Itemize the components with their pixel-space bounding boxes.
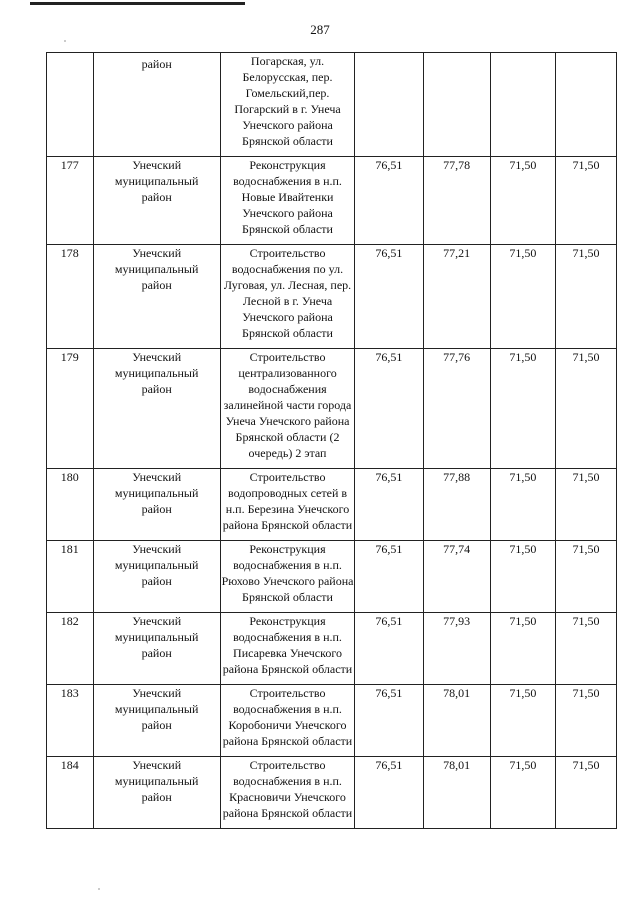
municipality-line: муниципальный bbox=[114, 366, 199, 380]
value-cell: 71,50 bbox=[555, 469, 616, 541]
object-line: Реконструкция bbox=[249, 158, 326, 172]
municipality-line: муниципальный bbox=[114, 486, 199, 500]
object-line: водоснабжения в н.п. bbox=[233, 702, 342, 716]
table-row bbox=[47, 245, 617, 349]
row-number-cell: 177 bbox=[47, 157, 94, 245]
municipality-line: район bbox=[141, 278, 172, 292]
value-cell: 76,51 bbox=[355, 685, 423, 757]
object-line: водоснабжения по ул. bbox=[231, 262, 344, 276]
municipality-cell bbox=[93, 349, 220, 469]
value-cell: 76,51 bbox=[355, 349, 423, 469]
municipality-line: район bbox=[141, 502, 172, 516]
municipality-line: Унечский bbox=[132, 246, 182, 260]
object-line: водоснабжения bbox=[248, 382, 327, 396]
object-line: Погарский в г. Унеча bbox=[234, 102, 341, 116]
value-cell: 71,50 bbox=[555, 541, 616, 613]
object-line: Писаревка Унечского bbox=[233, 646, 342, 660]
value-cell: 76,51 bbox=[355, 541, 423, 613]
object-cell bbox=[220, 685, 354, 757]
row-number-cell: 179 bbox=[47, 349, 94, 469]
object-line: Брянской области bbox=[242, 222, 333, 236]
object-line: Погарская, ул. bbox=[250, 54, 325, 68]
row-number-cell: 183 bbox=[47, 685, 94, 757]
object-line: централизованного bbox=[238, 366, 337, 380]
value-cell: 76,51 bbox=[355, 469, 423, 541]
value-cell: 77,78 bbox=[423, 157, 490, 245]
object-line: Строительство bbox=[249, 246, 326, 260]
value-cell: 77,74 bbox=[423, 541, 490, 613]
object-line: района Брянской области bbox=[222, 806, 353, 820]
value-cell: 71,50 bbox=[490, 157, 555, 245]
object-line: водоснабжения в н.п. bbox=[233, 630, 342, 644]
table-row bbox=[47, 349, 617, 469]
object-line: залинейной части города bbox=[223, 398, 352, 412]
value-cell: 71,50 bbox=[490, 245, 555, 349]
value-cell: 71,50 bbox=[490, 469, 555, 541]
top-rule bbox=[30, 2, 245, 5]
municipality-line: муниципальный bbox=[114, 174, 199, 188]
object-line: Реконструкция bbox=[249, 542, 326, 556]
municipality-line: муниципальный bbox=[114, 558, 199, 572]
value-cell: 77,88 bbox=[423, 469, 490, 541]
row-number-cell: 178 bbox=[47, 245, 94, 349]
row-number-cell: 182 bbox=[47, 613, 94, 685]
value-cell: 71,50 bbox=[555, 757, 616, 829]
municipality-line: Унечский bbox=[132, 470, 182, 484]
value-cell: 76,51 bbox=[355, 157, 423, 245]
table-row bbox=[47, 685, 617, 757]
municipality-line: Унечский bbox=[132, 350, 182, 364]
value-cell: 71,50 bbox=[490, 613, 555, 685]
municipality-line: Унечский bbox=[132, 614, 182, 628]
value-cell: 76,51 bbox=[355, 613, 423, 685]
object-cell bbox=[220, 245, 354, 349]
value-cell: 71,50 bbox=[490, 349, 555, 469]
municipality-line: муниципальный bbox=[114, 702, 199, 716]
object-line: Лесной в г. Унеча bbox=[242, 294, 333, 308]
object-cell bbox=[220, 469, 354, 541]
table-row bbox=[47, 157, 617, 245]
value-cell: 71,50 bbox=[490, 757, 555, 829]
value-cell bbox=[423, 53, 490, 157]
value-cell: 71,50 bbox=[555, 613, 616, 685]
value-cell bbox=[355, 53, 423, 157]
municipality-line: Унечский bbox=[132, 158, 182, 172]
municipality-cell bbox=[93, 469, 220, 541]
value-cell: 77,93 bbox=[423, 613, 490, 685]
value-cell: 78,01 bbox=[423, 685, 490, 757]
municipality-cell: район bbox=[93, 53, 220, 157]
object-line: района Брянской области bbox=[222, 662, 353, 676]
object-line: Строительство bbox=[249, 350, 326, 364]
object-line: Брянской области bbox=[242, 134, 333, 148]
row-number-cell bbox=[47, 53, 94, 157]
municipality-line: район bbox=[141, 790, 172, 804]
municipality-cell bbox=[93, 157, 220, 245]
value-cell: 71,50 bbox=[555, 245, 616, 349]
object-line: Брянской области (2 bbox=[235, 430, 340, 444]
object-line: Строительство bbox=[249, 470, 326, 484]
object-cell bbox=[220, 757, 354, 829]
municipality-line: район bbox=[141, 190, 172, 204]
value-cell: 71,50 bbox=[490, 685, 555, 757]
table-row bbox=[47, 613, 617, 685]
object-cell bbox=[220, 613, 354, 685]
object-line: Строительство bbox=[249, 686, 326, 700]
project-table bbox=[46, 52, 617, 829]
object-line: Брянской области bbox=[242, 590, 333, 604]
object-line: Луговая, ул. Лесная, пер. bbox=[223, 278, 352, 292]
object-line: водоснабжения в н.п. bbox=[233, 174, 342, 188]
object-line: Унечского района bbox=[242, 118, 333, 132]
object-cell bbox=[220, 541, 354, 613]
row-number-cell: 180 bbox=[47, 469, 94, 541]
scan-speck bbox=[64, 40, 66, 42]
municipality-line: район bbox=[141, 718, 172, 732]
object-line: Гомельский,пер. bbox=[245, 86, 330, 100]
municipality-line: Унечский bbox=[132, 758, 182, 772]
object-cell bbox=[220, 157, 354, 245]
object-line: водопроводных сетей в bbox=[227, 486, 348, 500]
municipality-cell bbox=[93, 685, 220, 757]
object-line: Строительство bbox=[249, 758, 326, 772]
value-cell: 71,50 bbox=[555, 157, 616, 245]
value-cell: 76,51 bbox=[355, 245, 423, 349]
value-cell bbox=[555, 53, 616, 157]
table-row bbox=[47, 541, 617, 613]
value-cell: 77,21 bbox=[423, 245, 490, 349]
municipality-line: муниципальный bbox=[114, 630, 199, 644]
object-line: водоснабжения в н.п. bbox=[233, 558, 342, 572]
object-line: Унеча Унечского района bbox=[225, 414, 350, 428]
object-line: Унечского района bbox=[242, 206, 333, 220]
municipality-line: Унечский bbox=[132, 686, 182, 700]
object-line: Брянской области bbox=[242, 326, 333, 340]
value-cell: 78,01 bbox=[423, 757, 490, 829]
table-row bbox=[47, 757, 617, 829]
object-line: н.п. Березина Унечского bbox=[225, 502, 350, 516]
municipality-cell bbox=[93, 541, 220, 613]
object-line: Белорусская, пер. bbox=[242, 70, 333, 84]
object-line: водоснабжения в н.п. bbox=[233, 774, 342, 788]
value-cell: 77,76 bbox=[423, 349, 490, 469]
object-line: Рюхово Унечского района bbox=[221, 574, 354, 588]
object-line: Унечского района bbox=[242, 310, 333, 324]
table-row bbox=[47, 469, 617, 541]
object-line: района Брянской области bbox=[222, 518, 353, 532]
object-line: Коробоничи Унечского bbox=[228, 718, 347, 732]
municipality-cell bbox=[93, 613, 220, 685]
page-number: 287 bbox=[310, 22, 330, 37]
row-number-cell: 184 bbox=[47, 757, 94, 829]
object-line: Красновичи Унечского bbox=[229, 790, 346, 804]
object-cell bbox=[220, 349, 354, 469]
municipality-cell bbox=[93, 757, 220, 829]
value-cell: 71,50 bbox=[490, 541, 555, 613]
object-line: Новые Ивайтенки bbox=[241, 190, 334, 204]
value-cell bbox=[490, 53, 555, 157]
scan-speck bbox=[98, 888, 100, 890]
value-cell: 71,50 bbox=[555, 685, 616, 757]
object-line: Реконструкция bbox=[249, 614, 326, 628]
object-cell bbox=[220, 53, 354, 157]
value-cell: 76,51 bbox=[355, 757, 423, 829]
object-line: района Брянской области bbox=[222, 734, 353, 748]
row-number-cell: 181 bbox=[47, 541, 94, 613]
municipality-line: район bbox=[141, 382, 172, 396]
municipality-line: Унечский bbox=[132, 542, 182, 556]
municipality-cell bbox=[93, 245, 220, 349]
municipality-line: район bbox=[141, 574, 172, 588]
municipality-line: муниципальный bbox=[114, 774, 199, 788]
table-row-continuation bbox=[47, 53, 617, 157]
value-cell: 71,50 bbox=[555, 349, 616, 469]
municipality-line: муниципальный bbox=[114, 262, 199, 276]
municipality-line: район bbox=[141, 646, 172, 660]
object-line: очередь) 2 этап bbox=[248, 446, 327, 460]
